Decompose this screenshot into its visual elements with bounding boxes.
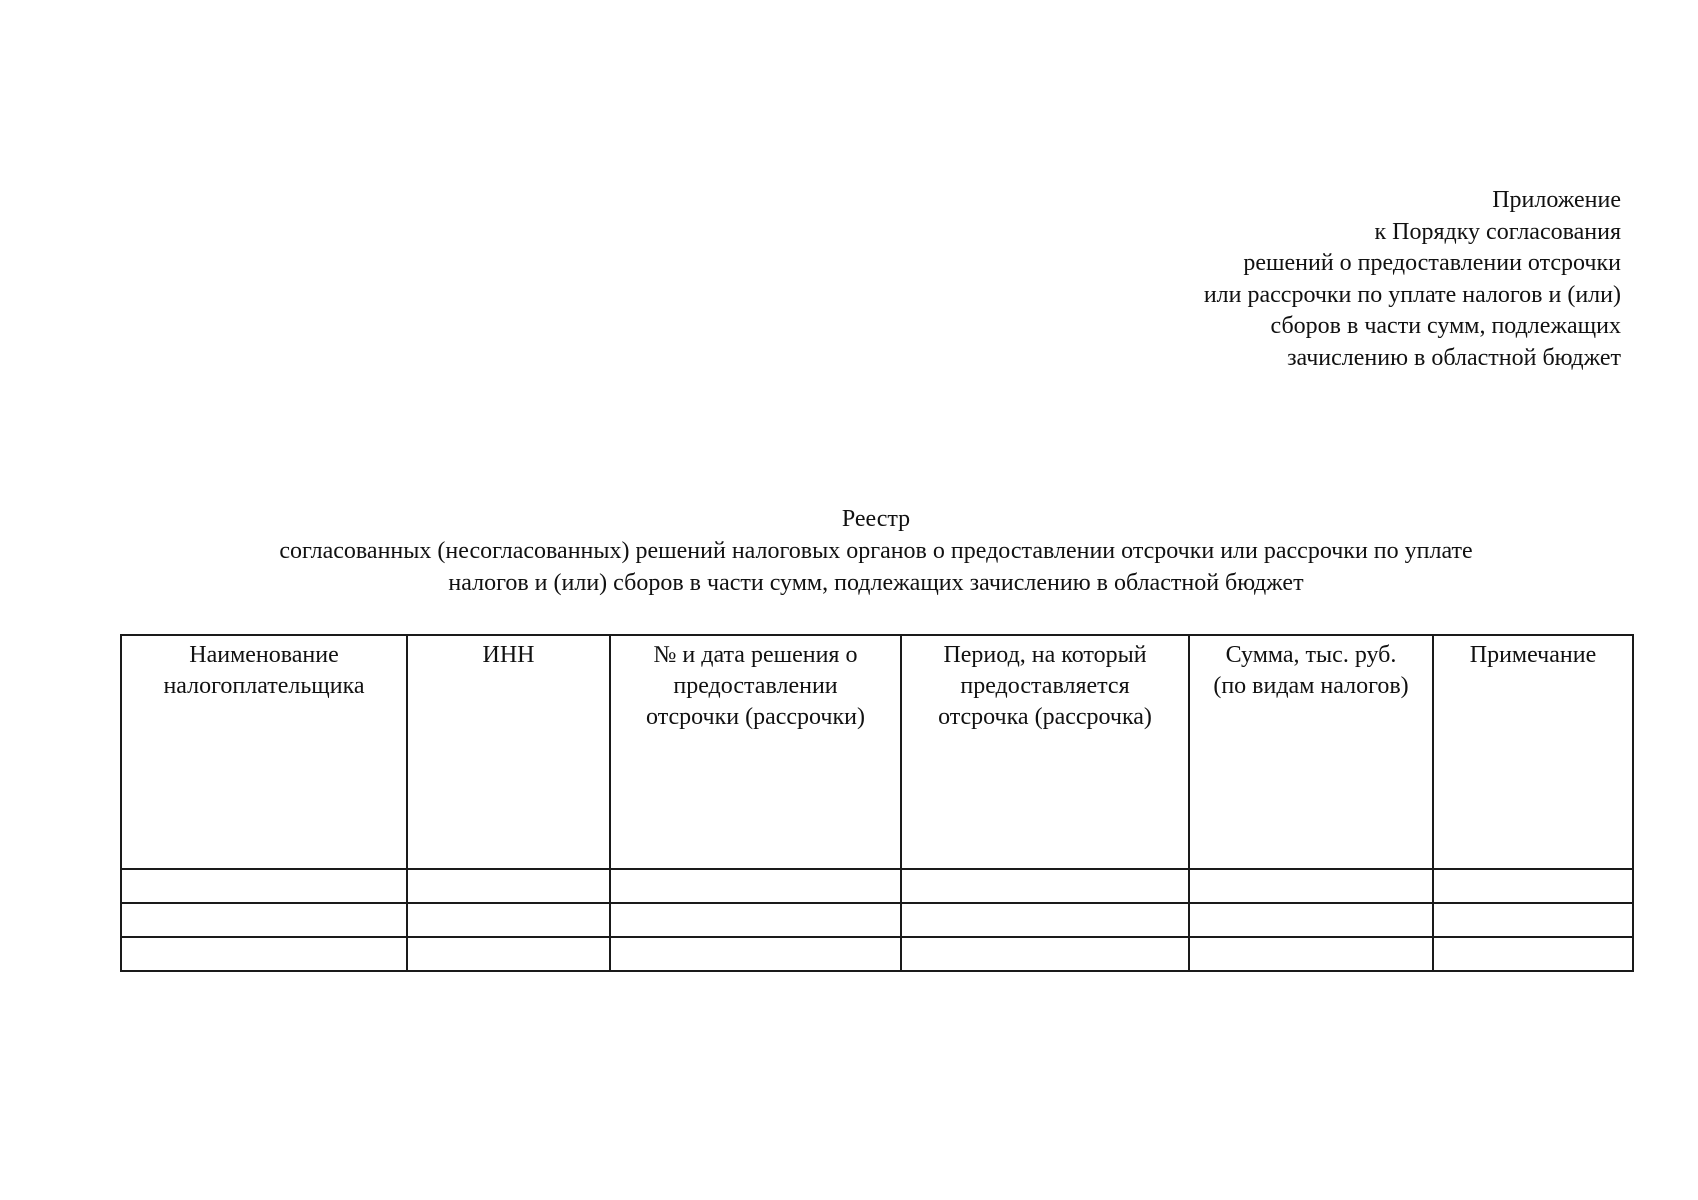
table-row <box>121 937 1633 971</box>
column-header-note <box>1433 635 1633 869</box>
header-line: ИНН <box>482 642 535 668</box>
register-subtitle-line: налогов и (или) сборов в части сумм, подлежащих зачислению в областной бюджет <box>448 570 1304 596</box>
header-row <box>121 635 1633 869</box>
table-cell <box>610 903 901 937</box>
header-line: Период, на который <box>943 642 1147 668</box>
table-cell <box>1433 903 1633 937</box>
register-subtitle-line: согласованных (несогласованных) решений налоговых органов о предоставлении отсрочки или рассрочки по уплате <box>279 538 1473 564</box>
table-cell <box>1433 937 1633 971</box>
table-cell <box>1189 937 1433 971</box>
appendix-line: к Порядку согласования <box>1374 218 1621 245</box>
table-cell <box>901 903 1189 937</box>
register-table <box>120 634 1634 972</box>
table-cell <box>901 937 1189 971</box>
column-header-decision-number-date <box>610 635 901 869</box>
appendix-line: или рассрочки по уплате налогов и (или) <box>1203 281 1621 308</box>
table-row <box>121 903 1633 937</box>
header-line: предоставлении <box>673 673 838 699</box>
column-header-amount <box>1189 635 1433 869</box>
header-line: Наименование <box>189 642 339 668</box>
header-line: (по видам налогов) <box>1213 673 1409 699</box>
table-cell <box>901 869 1189 903</box>
appendix-line: зачислению в областной бюджет <box>1287 344 1621 371</box>
column-header-taxpayer-name <box>121 635 407 869</box>
table-row <box>121 869 1633 903</box>
appendix-line: сборов в части сумм, подлежащих <box>1270 313 1621 339</box>
header-line: Примечание <box>1469 642 1597 668</box>
column-header-period <box>901 635 1189 869</box>
table-cell <box>1189 869 1433 903</box>
table-cell <box>610 869 901 903</box>
appendix-note <box>1061 185 1621 374</box>
table-cell <box>610 937 901 971</box>
table-cell <box>407 869 610 903</box>
header-line: отсрочки (рассрочки) <box>646 704 865 730</box>
table-cell <box>1189 903 1433 937</box>
header-line: предоставляется <box>960 673 1130 699</box>
table-cell <box>407 903 610 937</box>
appendix-line: решений о предоставлении отсрочки <box>1243 250 1621 276</box>
header-line: № и дата решения о <box>653 642 858 668</box>
header-line: Сумма, тыс. руб. <box>1225 642 1397 668</box>
table-cell <box>121 903 407 937</box>
register-title: Реестр <box>841 506 911 532</box>
table-cell <box>1433 869 1633 903</box>
header-line: налогоплательщика <box>163 673 365 699</box>
column-header-inn <box>407 635 610 869</box>
appendix-line: Приложение <box>1492 187 1621 213</box>
table-cell <box>407 937 610 971</box>
header-line: отсрочка (рассрочка) <box>938 704 1152 730</box>
table-cell <box>121 869 407 903</box>
table-cell <box>121 937 407 971</box>
register-heading <box>120 503 1632 599</box>
